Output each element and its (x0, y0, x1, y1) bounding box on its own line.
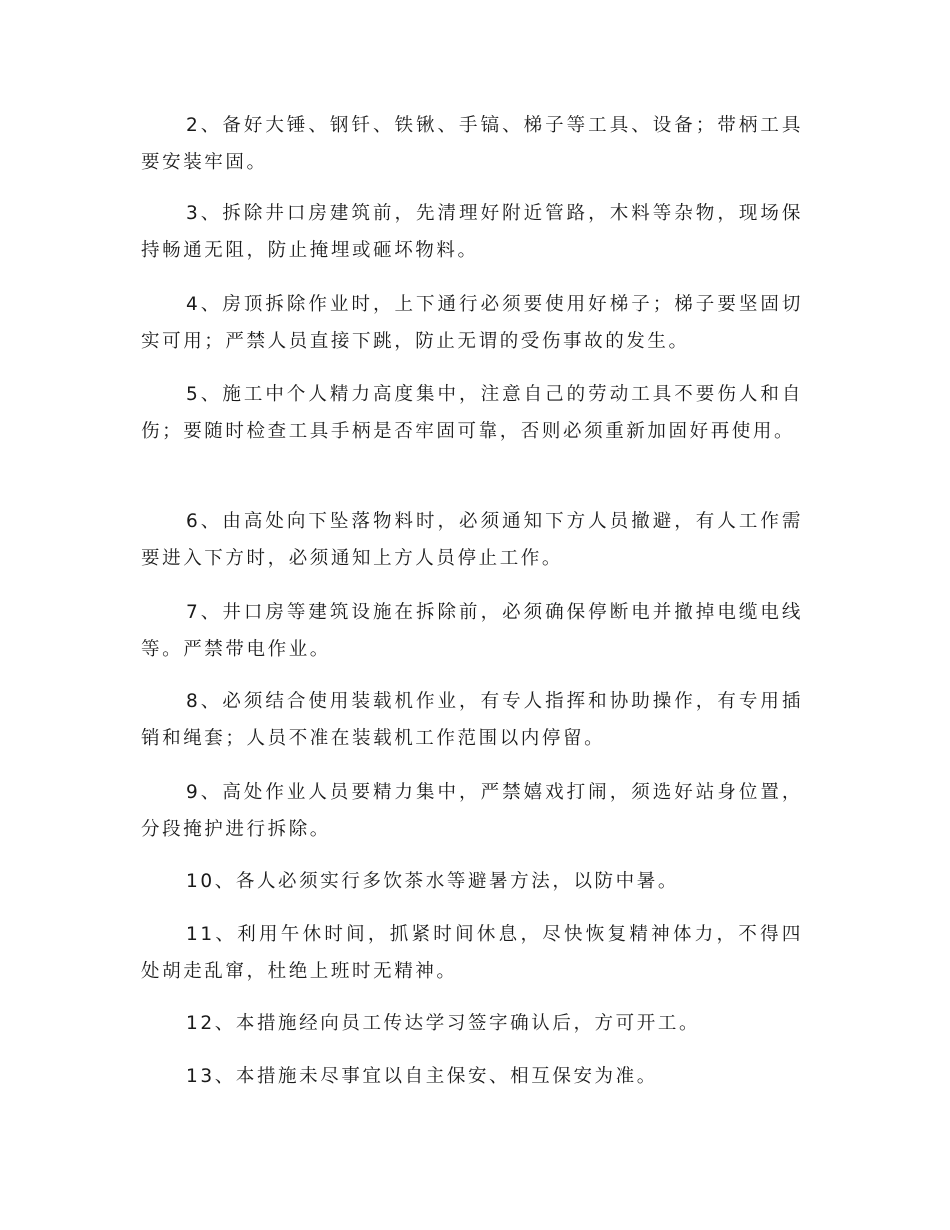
paragraph-item-3: 3、拆除井口房建筑前，先清理好附近管路，木料等杂物，现场保持畅通无阻，防止掩埋或砸坏物料。 (141, 203, 803, 261)
paragraph-item-9: 9、高处作业人员要精力集中，严禁嬉戏打闹，须选好站身位置，分段掩护进行拆除。 (141, 782, 803, 840)
paragraph-item-12: 12、本措施经向员工传达学习签字确认后，方可开工。 (186, 1013, 701, 1034)
paragraph-item-6: 6、由高处向下坠落物料时，必须通知下方人员撤避，有人工作需要进入下方时，必须通知上方人员停止工作。 (141, 511, 803, 569)
paragraph-item-11: 11、利用午休时间，抓紧时间休息，尽快恢复精神体力，不得四处胡走乱窜，杜绝上班时无精神。 (141, 924, 803, 982)
paragraph-item-13: 13、本措施未尽事宜以自主保安、相互保安为准。 (186, 1066, 658, 1087)
paragraph-item-4: 4、房顶拆除作业时，上下通行必须要使用好梯子；梯子要坚固切实可用；严禁人员直接下跳，防止无谓的受伤事故的发生。 (141, 294, 803, 352)
paragraph-item-10: 10、各人必须实行多饮茶水等避暑方法，以防中暑。 (186, 871, 679, 892)
paragraph-item-5: 5、施工中个人精力高度集中，注意自己的劳动工具不要伤人和自伤；要随时检查工具手柄是否牢固可靠，否则必须重新加固好再使用。 (141, 384, 803, 442)
paragraph-item-2: 2、备好大锤、钢钎、铁锹、手镐、梯子等工具、设备；带柄工具要安装牢固。 (141, 115, 803, 173)
paragraph-item-7: 7、井口房等建筑设施在拆除前，必须确保停断电并撤掉电缆电线等。严禁带电作业。 (141, 602, 803, 660)
paragraph-item-8: 8、必须结合使用装载机作业，有专人指挥和协助操作，有专用插销和绳套；人员不准在装载机工作范围以内停留。 (141, 691, 803, 749)
